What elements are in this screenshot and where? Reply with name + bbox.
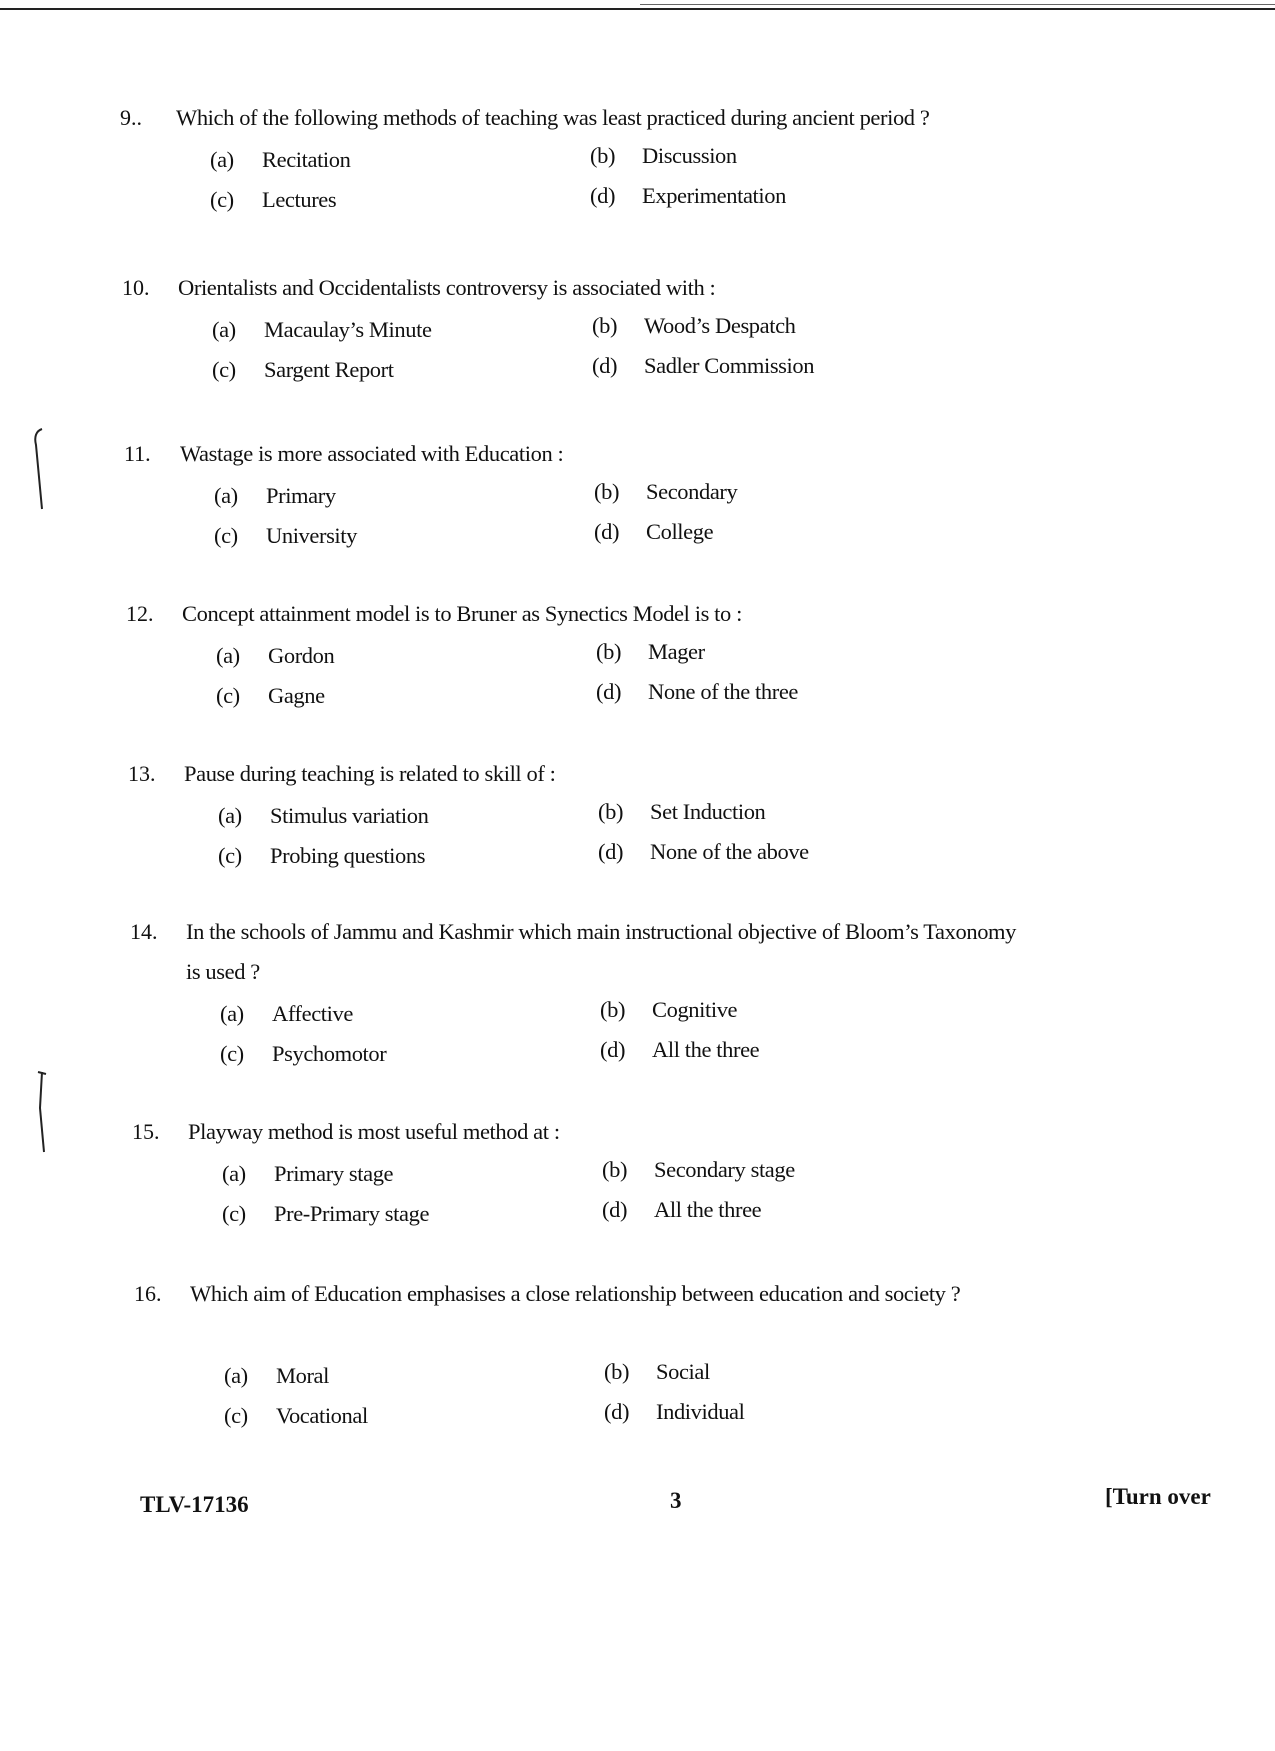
question-13	[128, 754, 1128, 874]
option-text: Pre-Primary stage	[274, 1201, 430, 1226]
option-letter: (a)	[214, 483, 238, 508]
question-15	[132, 1112, 1132, 1232]
option-letter: (c)	[212, 357, 236, 382]
option-letter: (d)	[592, 353, 618, 378]
option-text: Primary	[266, 483, 336, 508]
option-text: Stimulus variation	[270, 803, 429, 828]
option-text: None of the three	[648, 679, 799, 704]
top-rule	[0, 8, 1275, 10]
options-grid	[134, 1354, 1134, 1434]
question-number: 11.	[124, 441, 151, 466]
option-text: College	[646, 519, 714, 544]
question-text: Concept attainment model is to Bruner as Synectics Model is to :	[182, 601, 742, 626]
option-letter: (c)	[218, 843, 242, 868]
top-rule-secondary	[640, 4, 1275, 5]
question-number: 12.	[126, 601, 154, 626]
option-text: Vocational	[276, 1403, 368, 1428]
options-grid	[124, 474, 1124, 554]
option-letter: (d)	[604, 1399, 630, 1424]
question-stem	[132, 1112, 1132, 1152]
option-letter: (b)	[602, 1157, 628, 1182]
question-number: 14.	[130, 919, 158, 944]
option-letter: (c)	[210, 187, 234, 212]
question-number: 15.	[132, 1119, 160, 1144]
option-text: Gagne	[268, 683, 325, 708]
question-text: Which aim of Education emphasises a close relationship between education and society ?	[190, 1281, 961, 1306]
option-text: University	[266, 523, 357, 548]
option-letter: (d)	[602, 1197, 628, 1222]
question-number: 10.	[122, 275, 150, 300]
options-grid	[132, 1152, 1132, 1232]
option-letter: (b)	[600, 997, 626, 1022]
option-letter: (b)	[604, 1359, 630, 1384]
options-grid	[126, 634, 1126, 714]
option-letter: (c)	[222, 1201, 246, 1226]
option-text: Gordon	[268, 643, 335, 668]
option-text: Sadler Commission	[644, 353, 815, 378]
option-letter: (d)	[590, 183, 616, 208]
question-10	[122, 268, 1122, 388]
option-text: All the three	[652, 1037, 760, 1062]
option-letter: (a)	[224, 1363, 248, 1388]
question-12	[126, 594, 1126, 714]
option-text: Secondary stage	[654, 1157, 795, 1182]
option-text: Cognitive	[652, 997, 738, 1022]
turn-over-note: [Turn over	[1105, 1484, 1211, 1509]
question-11	[124, 434, 1124, 554]
question-text: Playway method is most useful method at :	[188, 1119, 560, 1144]
option-text: Probing questions	[270, 843, 426, 868]
option-text: Recitation	[262, 147, 351, 172]
question-text: Wastage is more associated with Education :	[180, 441, 564, 466]
option-letter: (d)	[594, 519, 620, 544]
question-text: Which of the following methods of teaching was least practiced during ancient period ?	[176, 105, 930, 130]
option-letter: (a)	[218, 803, 242, 828]
margin-bracket-mark-upper	[28, 425, 52, 515]
options-grid	[130, 992, 1130, 1072]
page-number: 3	[670, 1488, 682, 1513]
option-text: All the three	[654, 1197, 762, 1222]
question-stem	[122, 268, 1122, 308]
question-14	[130, 912, 1130, 1072]
option-text: Wood’s Despatch	[644, 313, 796, 338]
question-stem	[126, 594, 1126, 634]
option-text: Moral	[276, 1363, 329, 1388]
question-number: 16.	[134, 1281, 162, 1306]
option-text: Primary stage	[274, 1161, 394, 1186]
question-stem	[124, 434, 1124, 474]
question-stem	[130, 912, 1130, 992]
option-text: Secondary	[646, 479, 738, 504]
option-letter: (c)	[224, 1403, 248, 1428]
option-letter: (d)	[596, 679, 622, 704]
option-text: Sargent Report	[264, 357, 394, 382]
option-letter: (a)	[212, 317, 236, 342]
option-text: Individual	[656, 1399, 745, 1424]
question-number: 9..	[120, 105, 142, 130]
option-letter: (b)	[594, 479, 620, 504]
question-stem	[128, 754, 1128, 794]
option-text: None of the above	[650, 839, 809, 864]
question-stem	[134, 1274, 1134, 1354]
question-text: Orientalists and Occidentalists controversy is associated with :	[178, 275, 716, 300]
option-text: Psychomotor	[272, 1041, 387, 1066]
option-text: Discussion	[642, 143, 737, 168]
option-letter: (a)	[220, 1001, 244, 1026]
option-letter: (a)	[210, 147, 234, 172]
margin-bracket-mark-lower	[28, 1068, 52, 1158]
option-letter: (b)	[596, 639, 622, 664]
question-text: Pause during teaching is related to skill of :	[184, 761, 556, 786]
options-grid	[122, 308, 1122, 388]
option-text: Experimentation	[642, 183, 786, 208]
option-text: Set Induction	[650, 799, 766, 824]
option-text: Mager	[648, 639, 705, 664]
option-text: Macaulay’s Minute	[264, 317, 432, 342]
option-letter: (b)	[598, 799, 624, 824]
option-letter: (b)	[590, 143, 616, 168]
option-text: Social	[656, 1359, 710, 1384]
paper-code: TLV-17136	[140, 1492, 249, 1517]
question-16	[134, 1274, 1134, 1434]
option-text: Affective	[272, 1001, 353, 1026]
option-letter: (d)	[598, 839, 624, 864]
options-grid	[120, 138, 1120, 218]
options-grid	[128, 794, 1128, 874]
option-letter: (c)	[214, 523, 238, 548]
question-9	[120, 98, 1120, 218]
question-number: 13.	[128, 761, 156, 786]
option-letter: (a)	[216, 643, 240, 668]
option-letter: (c)	[216, 683, 240, 708]
option-letter: (a)	[222, 1161, 246, 1186]
option-letter: (b)	[592, 313, 618, 338]
question-stem	[120, 98, 1120, 138]
option-text: Lectures	[262, 187, 337, 212]
option-letter: (c)	[220, 1041, 244, 1066]
option-letter: (d)	[600, 1037, 626, 1062]
question-text: In the schools of Jammu and Kashmir which main instructional objective of Bloom’s Taxonomy is used ?	[186, 919, 1016, 984]
